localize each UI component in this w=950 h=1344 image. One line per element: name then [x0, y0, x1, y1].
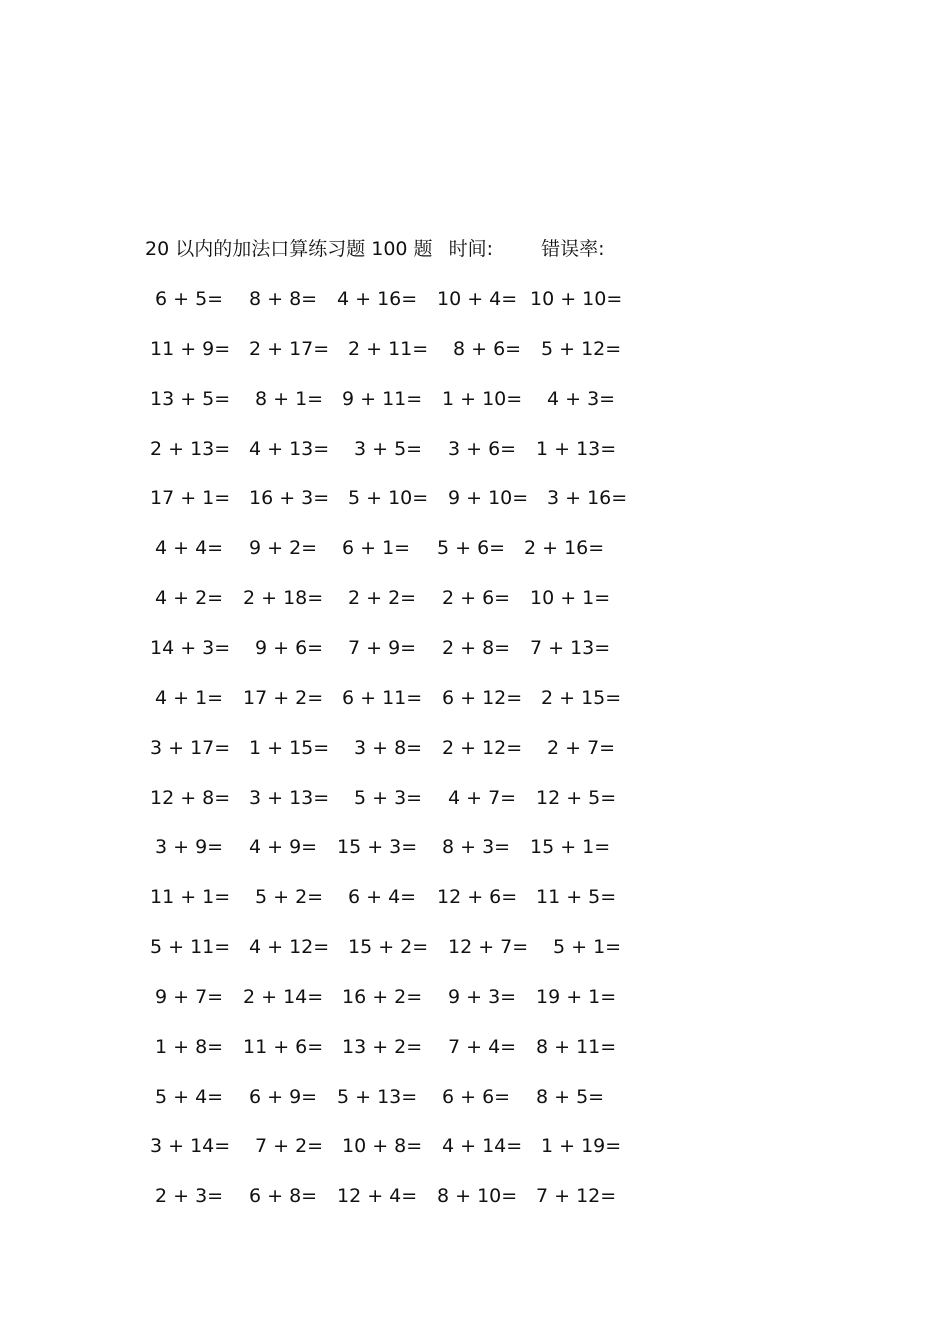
problem-item: 6 + 12=	[442, 687, 523, 709]
problem-item: 11 + 5=	[536, 886, 617, 908]
problem-item: 5 + 1=	[553, 936, 622, 958]
problem-item: 4 + 7=	[448, 787, 517, 809]
problem-item: 9 + 7=	[155, 986, 224, 1008]
time-label: 时间:	[448, 238, 494, 260]
problem-item: 4 + 2=	[155, 587, 224, 609]
problem-item: 4 + 4=	[155, 537, 224, 559]
problem-item: 9 + 3=	[448, 986, 517, 1008]
problem-item: 8 + 1=	[255, 388, 324, 410]
problem-item: 3 + 9=	[155, 836, 224, 858]
problem-item: 3 + 6=	[448, 438, 517, 460]
problem-item: 5 + 2=	[255, 886, 324, 908]
problem-item: 5 + 13=	[337, 1086, 418, 1108]
problem-item: 6 + 1=	[342, 537, 411, 559]
problem-item: 11 + 9=	[150, 338, 231, 360]
problem-item: 4 + 9=	[249, 836, 318, 858]
problem-item: 8 + 11=	[536, 1036, 617, 1058]
problem-item: 9 + 2=	[249, 537, 318, 559]
problem-item: 10 + 10=	[530, 288, 623, 310]
problem-item: 11 + 6=	[243, 1036, 324, 1058]
problem-item: 10 + 1=	[530, 587, 611, 609]
problem-item: 5 + 3=	[354, 787, 423, 809]
problem-item: 3 + 5=	[354, 438, 423, 460]
problem-item: 6 + 4=	[348, 886, 417, 908]
problem-item: 5 + 11=	[150, 936, 231, 958]
problem-item: 10 + 8=	[342, 1135, 423, 1157]
problem-item: 1 + 15=	[249, 737, 330, 759]
problem-item: 4 + 16=	[337, 288, 418, 310]
problem-item: 13 + 5=	[150, 388, 231, 410]
problem-item: 2 + 3=	[155, 1185, 224, 1207]
problem-item: 16 + 2=	[342, 986, 423, 1008]
error-rate-label: 错误率:	[541, 238, 605, 260]
problem-item: 5 + 6=	[437, 537, 506, 559]
problem-item: 2 + 8=	[442, 637, 511, 659]
problem-item: 15 + 1=	[530, 836, 611, 858]
problem-item: 14 + 3=	[150, 637, 231, 659]
problem-item: 8 + 10=	[437, 1185, 518, 1207]
problem-item: 9 + 10=	[448, 487, 529, 509]
problem-item: 12 + 6=	[437, 886, 518, 908]
problem-item: 6 + 6=	[442, 1086, 511, 1108]
problem-item: 3 + 16=	[547, 487, 628, 509]
problem-item: 2 + 15=	[541, 687, 622, 709]
problem-item: 11 + 1=	[150, 886, 231, 908]
problem-item: 4 + 1=	[155, 687, 224, 709]
problem-item: 19 + 1=	[536, 986, 617, 1008]
problem-item: 17 + 2=	[243, 687, 324, 709]
problem-item: 8 + 3=	[442, 836, 511, 858]
problem-item: 2 + 13=	[150, 438, 231, 460]
problem-item: 12 + 5=	[536, 787, 617, 809]
problem-item: 1 + 10=	[442, 388, 523, 410]
problem-item: 8 + 8=	[249, 288, 318, 310]
problem-item: 7 + 12=	[536, 1185, 617, 1207]
problem-item: 4 + 14=	[442, 1135, 523, 1157]
problem-item: 2 + 14=	[243, 986, 324, 1008]
problem-item: 3 + 13=	[249, 787, 330, 809]
problem-item: 10 + 4=	[437, 288, 518, 310]
problem-item: 4 + 13=	[249, 438, 330, 460]
problem-item: 7 + 2=	[255, 1135, 324, 1157]
problem-item: 8 + 5=	[536, 1086, 605, 1108]
problem-item: 7 + 4=	[448, 1036, 517, 1058]
problem-item: 6 + 11=	[342, 687, 423, 709]
problem-item: 2 + 6=	[442, 587, 511, 609]
problem-item: 9 + 6=	[255, 637, 324, 659]
problem-item: 17 + 1=	[150, 487, 231, 509]
problem-item: 1 + 19=	[541, 1135, 622, 1157]
problem-item: 2 + 12=	[442, 737, 523, 759]
problem-item: 6 + 9=	[249, 1086, 318, 1108]
problem-item: 7 + 9=	[348, 637, 417, 659]
problem-item: 2 + 17=	[249, 338, 330, 360]
problem-item: 2 + 2=	[348, 587, 417, 609]
problem-item: 2 + 18=	[243, 587, 324, 609]
problem-item: 7 + 13=	[530, 637, 611, 659]
problem-item: 15 + 3=	[337, 836, 418, 858]
problem-item: 15 + 2=	[348, 936, 429, 958]
problem-item: 5 + 4=	[155, 1086, 224, 1108]
problem-item: 1 + 13=	[536, 438, 617, 460]
problem-item: 9 + 11=	[342, 388, 423, 410]
problem-item: 2 + 7=	[547, 737, 616, 759]
problem-item: 3 + 14=	[150, 1135, 231, 1157]
problem-item: 6 + 5=	[155, 288, 224, 310]
problem-item: 5 + 10=	[348, 487, 429, 509]
problem-item: 1 + 8=	[155, 1036, 224, 1058]
problem-item: 13 + 2=	[342, 1036, 423, 1058]
problem-item: 8 + 6=	[453, 338, 522, 360]
problem-item: 2 + 16=	[524, 537, 605, 559]
problem-item: 12 + 4=	[337, 1185, 418, 1207]
problem-item: 2 + 11=	[348, 338, 429, 360]
problem-item: 3 + 8=	[354, 737, 423, 759]
problem-item: 12 + 7=	[448, 936, 529, 958]
problem-item: 6 + 8=	[249, 1185, 318, 1207]
problem-item: 5 + 12=	[541, 338, 622, 360]
worksheet-title: 20 以内的加法口算练习题 100 题	[145, 238, 433, 260]
problem-item: 4 + 12=	[249, 936, 330, 958]
problem-item: 3 + 17=	[150, 737, 231, 759]
problem-item: 12 + 8=	[150, 787, 231, 809]
problem-item: 16 + 3=	[249, 487, 330, 509]
problem-item: 4 + 3=	[547, 388, 616, 410]
